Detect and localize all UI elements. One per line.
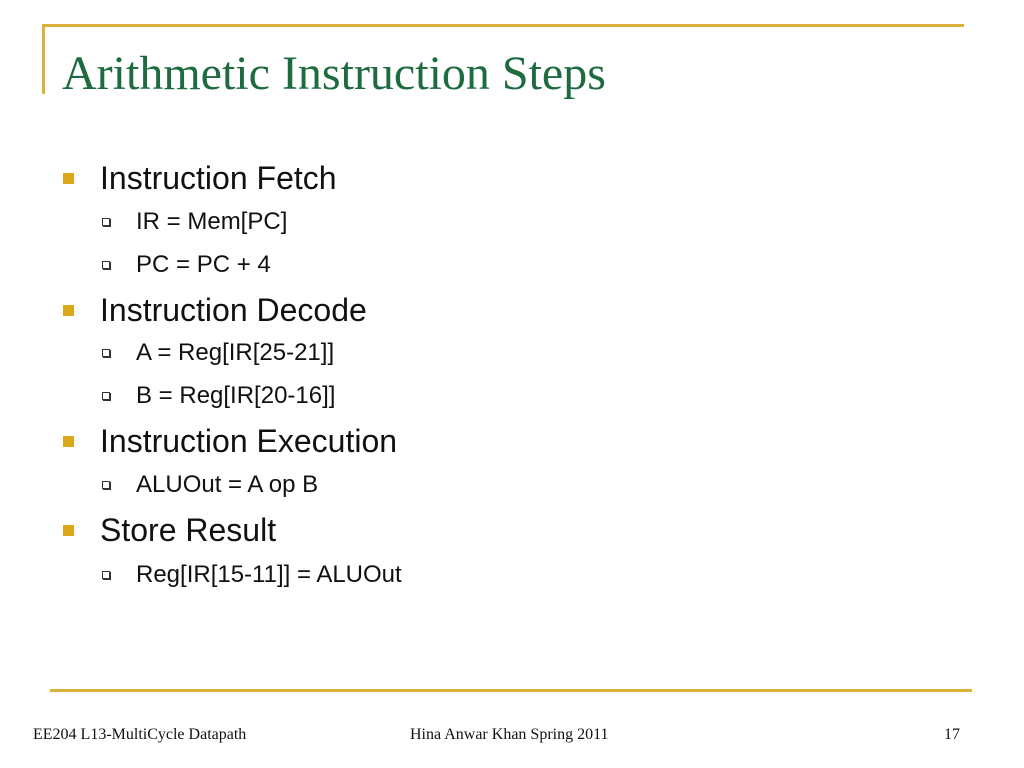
footer-author: Hina Anwar Khan Spring 2011 — [410, 726, 609, 743]
footer-rule — [50, 689, 972, 692]
sub-bullet-register-b — [136, 381, 335, 411]
sub-bullet-text: PC = PC + 4 — [136, 251, 271, 278]
bullet-heading-text: Instruction Fetch — [100, 160, 337, 196]
filled-square-bullet-icon — [63, 436, 74, 447]
sub-bullet-ir-fetch — [136, 207, 287, 237]
sub-bullet-write-back — [136, 560, 402, 590]
sub-bullet-text: Reg[IR[15-11]] = ALUOut — [136, 561, 402, 588]
bullet-heading-execution — [100, 421, 397, 461]
hollow-square-bullet-icon — [102, 261, 110, 269]
sub-bullet-text: B = Reg[IR[20-16]] — [136, 382, 336, 409]
filled-square-bullet-icon — [63, 305, 74, 316]
bullet-heading-text: Instruction Execution — [100, 423, 398, 459]
bullet-heading-text: Store Result — [100, 512, 277, 548]
bullet-heading-store — [100, 510, 276, 550]
filled-square-bullet-icon — [63, 525, 74, 536]
sub-bullet-text: ALUOut = A op B — [136, 471, 319, 498]
sub-bullet-pc-increment — [136, 250, 271, 280]
footer-course: EE204 L13-MultiCycle Datapath — [33, 726, 247, 743]
bullet-heading-decode — [100, 290, 367, 330]
filled-square-bullet-icon — [63, 173, 74, 184]
hollow-square-bullet-icon — [102, 392, 110, 400]
hollow-square-bullet-icon — [102, 481, 110, 489]
page-number: 17 — [944, 726, 960, 743]
bullet-heading-fetch — [100, 158, 337, 198]
hollow-square-bullet-icon — [102, 349, 110, 357]
hollow-square-bullet-icon — [102, 218, 110, 226]
sub-bullet-text: IR = Mem[PC] — [136, 208, 288, 235]
sub-bullet-register-a — [136, 338, 334, 368]
bullet-heading-text: Instruction Decode — [100, 292, 367, 328]
slide-title: Arithmetic Instruction Steps — [62, 47, 606, 100]
sub-bullet-text: A = Reg[IR[25-21]] — [136, 339, 335, 366]
sub-bullet-alu-out — [136, 470, 318, 500]
hollow-square-bullet-icon — [102, 571, 110, 579]
